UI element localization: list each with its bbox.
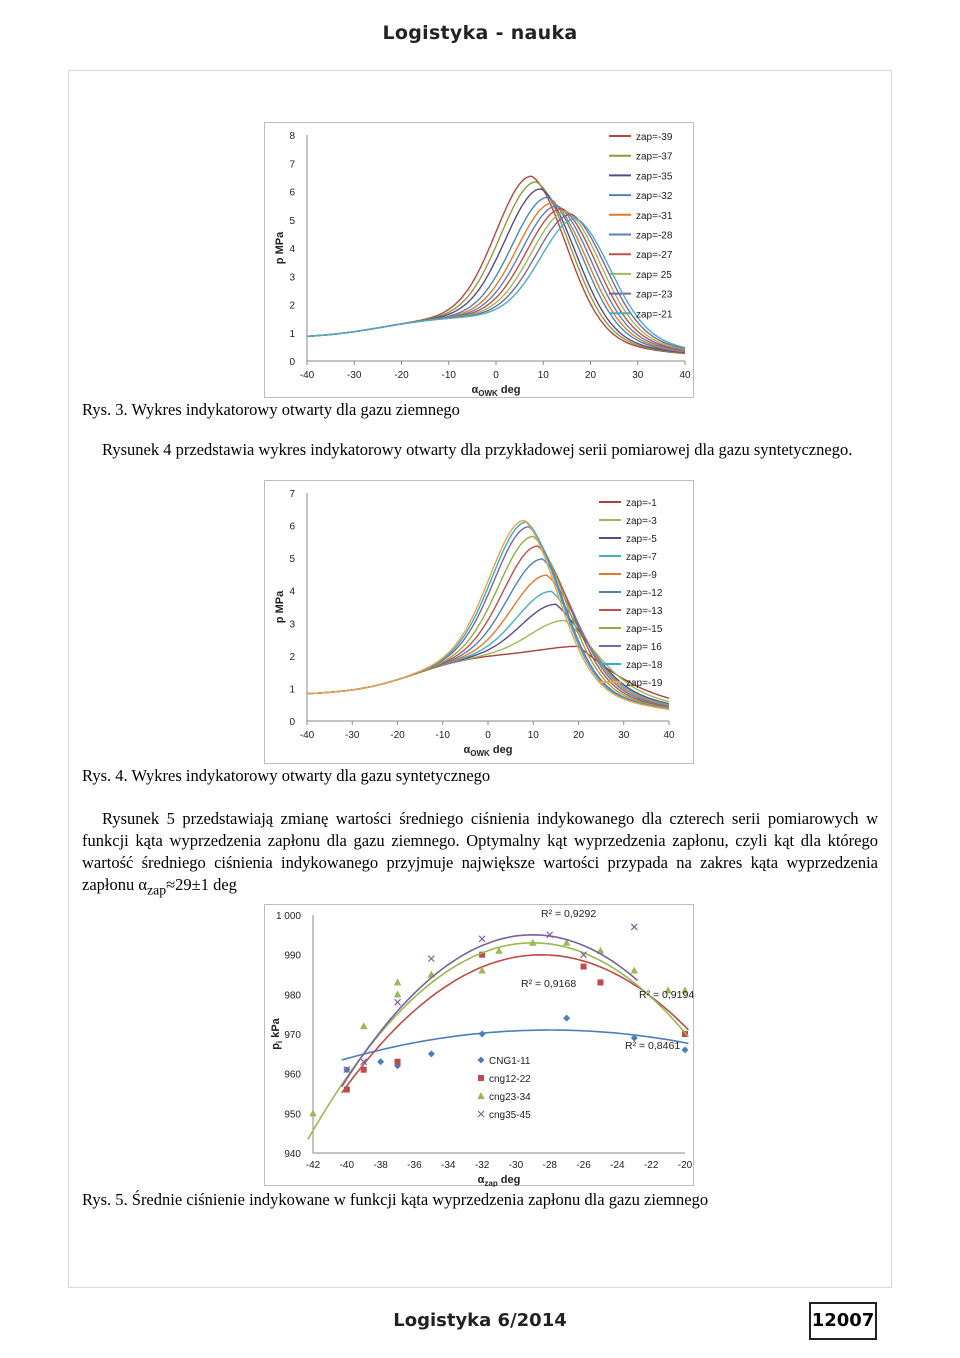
legend-label: cng12-22 <box>489 1074 531 1085</box>
data-point <box>682 1046 689 1053</box>
y-tick-label: 4 <box>289 586 295 598</box>
legend-label: zap=-37 <box>636 151 673 163</box>
x-tick-label: -30 <box>508 1160 524 1171</box>
legend-label: zap=-27 <box>636 250 673 262</box>
legend-label: zap=-15 <box>626 624 663 635</box>
y-tick-label: 3 <box>289 619 295 631</box>
legend-label: zap=-3 <box>626 516 657 527</box>
paragraph-2-text <box>82 808 878 901</box>
y-axis-label: $p_i$ kPa <box>270 1018 284 1050</box>
y-tick-label: 950 <box>284 1109 301 1121</box>
legend-label: zap=-1 <box>626 498 657 509</box>
x-tick-label: -20 <box>390 730 405 741</box>
data-point <box>428 956 434 962</box>
data-point <box>394 990 401 997</box>
x-tick-label: 40 <box>679 370 691 381</box>
series-line <box>307 218 685 347</box>
x-tick-label: -42 <box>305 1160 321 1171</box>
y-tick-label: 4 <box>289 244 295 255</box>
legend-label: zap=-32 <box>636 191 673 203</box>
x-tick-label: -40 <box>339 1160 355 1171</box>
legend-label: CNG1-11 <box>489 1056 531 1067</box>
y-tick-label: 7 <box>289 159 295 171</box>
data-point <box>597 979 603 985</box>
paragraph-2 <box>82 808 878 901</box>
x-tick-label: -32 <box>474 1160 490 1171</box>
x-tick-label: 0 <box>485 730 491 741</box>
series-line <box>307 209 685 351</box>
y-tick-label: 960 <box>284 1069 301 1081</box>
legend-label: zap=-13 <box>626 606 663 617</box>
x-tick-label: -24 <box>610 1160 625 1171</box>
y-tick-label: 6 <box>289 521 295 533</box>
r-squared-label: R² = 0,8461 <box>625 1040 681 1052</box>
x-tick-label: 40 <box>663 730 675 741</box>
legend-label: zap=-7 <box>626 552 657 563</box>
legend-marker <box>478 1057 485 1064</box>
page-number: 12007 <box>809 1302 877 1340</box>
r-squared-label: R² = 0,9292 <box>541 908 597 920</box>
y-tick-label: 990 <box>284 950 301 962</box>
y-tick-label: 7 <box>289 489 295 500</box>
legend-label: zap=-5 <box>626 534 657 545</box>
x-tick-label: -20 <box>677 1160 693 1171</box>
y-tick-label: 1 000 <box>275 911 301 922</box>
x-tick-label: -30 <box>347 370 362 381</box>
legend-label: cng23-34 <box>489 1092 531 1103</box>
x-tick-label: -30 <box>345 730 360 741</box>
y-tick-label: 0 <box>289 717 295 728</box>
x-tick-label: -38 <box>373 1160 388 1171</box>
y-tick-label: 8 <box>289 131 295 142</box>
y-tick-label: 0 <box>289 357 295 368</box>
running-header: Logistyka - nauka <box>382 22 578 44</box>
data-point <box>395 1059 401 1065</box>
x-axis-label: $\alpha_{OWK}$ deg <box>463 744 513 758</box>
x-tick-label: -20 <box>394 370 409 381</box>
legend-marker <box>478 1075 484 1081</box>
indicator-chart-natural-gas <box>265 123 695 399</box>
series-line <box>307 206 685 351</box>
data-point <box>631 924 637 930</box>
x-tick-label: -40 <box>299 370 315 381</box>
data-point <box>428 1050 435 1057</box>
data-point <box>344 1087 350 1093</box>
x-tick-label: -40 <box>299 730 315 741</box>
y-axis-label: p MPa <box>274 590 286 624</box>
data-point <box>395 999 401 1005</box>
legend-label: zap= 16 <box>626 642 662 653</box>
data-point <box>479 936 485 942</box>
x-tick-label: -28 <box>542 1160 557 1171</box>
data-point <box>479 1031 486 1038</box>
paragraph-2-tail: ≈29±1 deg <box>166 875 237 894</box>
legend-label: zap=-31 <box>636 210 673 222</box>
data-point <box>563 1015 570 1022</box>
x-axis-label: $\alpha_{OWK}$ deg <box>471 384 521 398</box>
legend-label: zap=-28 <box>636 230 673 242</box>
legend-label: zap=-21 <box>636 309 673 321</box>
indicator-chart-syngas <box>265 481 695 765</box>
paragraph-2-body: Rysunek 5 przedstawiają zmianę wartości średniego ciśnienia indykowanego dla czterech serii pomiarowych w funkcji kąta wyprzedzenia zapłonu dla gazu ziemnego. Optymalny kąt wyprzedzenia zapłonu, czyli kąt dla którego wartość średniego ciśnienia indykowanego przyjmuje największe wartości przypada na zakres kąta wyprzedzenia zapłonu α <box>82 809 878 894</box>
data-point <box>394 978 401 985</box>
x-tick-label: -36 <box>407 1160 422 1171</box>
y-tick-label: 2 <box>289 300 295 312</box>
legend-label: zap=-35 <box>636 171 673 183</box>
data-point <box>361 1067 367 1073</box>
x-tick-label: -10 <box>441 370 456 381</box>
x-tick-label: 20 <box>584 370 597 381</box>
figure-5-chart <box>264 904 694 1186</box>
figure-3-chart <box>264 122 694 398</box>
legend-label: zap=-9 <box>626 570 657 581</box>
paragraph-1-text: Rysunek 4 przedstawia wykres indykatorowy otwarty dla przykładowej serii pomiarowej dla gazu syntetycznego. <box>102 440 853 459</box>
y-tick-label: 6 <box>289 187 295 199</box>
y-tick-label: 1 <box>289 328 295 340</box>
legend-marker <box>477 1092 484 1099</box>
legend-label: zap=-18 <box>626 660 663 671</box>
x-axis-label: $\alpha_{zap}$ deg <box>477 1174 521 1187</box>
r-squared-label: R² = 0,9168 <box>521 978 577 990</box>
x-tick-label: 20 <box>572 730 585 741</box>
figure-4-chart <box>264 480 694 764</box>
x-tick-label: 30 <box>632 370 644 381</box>
y-tick-label: 5 <box>289 554 295 566</box>
data-point <box>581 964 587 970</box>
x-tick-label: -34 <box>441 1160 456 1171</box>
series-line <box>307 189 685 353</box>
x-tick-label: -26 <box>576 1160 591 1171</box>
r-squared-label: R² = 0,9194 <box>639 989 695 1001</box>
trendline <box>342 955 689 1093</box>
legend-label: zap=-23 <box>636 289 673 301</box>
data-point <box>377 1058 384 1065</box>
data-point <box>360 1022 367 1029</box>
data-point <box>631 967 638 974</box>
legend-label: zap= 25 <box>636 269 672 281</box>
y-tick-label: 2 <box>289 651 295 663</box>
paragraph-1 <box>82 439 878 461</box>
x-tick-label: 10 <box>537 370 549 381</box>
legend-label: zap=-39 <box>636 132 673 143</box>
figure-5-caption: Rys. 5. Średnie ciśnienie indykowane w funkcji kąta wyprzedzenia zapłonu dla gazu ziemnego <box>82 1190 709 1209</box>
legend-label: cng35-45 <box>489 1110 531 1121</box>
x-tick-label: 10 <box>527 730 539 741</box>
x-tick-label: 30 <box>618 730 630 741</box>
figure-4-caption: Rys. 4. Wykres indykatorowy otwarty dla gazu syntetycznego <box>82 766 491 785</box>
y-axis-label: p MPa <box>274 231 286 265</box>
data-point <box>547 932 553 938</box>
y-tick-label: 5 <box>289 215 295 227</box>
x-tick-label: -22 <box>643 1160 659 1171</box>
journal-footer: Logistyka 6/2014 <box>393 1310 567 1331</box>
paragraph-2-subscript: zap <box>147 882 167 898</box>
legend-marker <box>478 1111 484 1117</box>
figure-3-caption: Rys. 3. Wykres indykatorowy otwarty dla gazu ziemnego <box>82 400 460 419</box>
legend-label: zap=-12 <box>626 588 663 599</box>
y-tick-label: 970 <box>284 1030 301 1041</box>
x-tick-label: -10 <box>435 730 450 741</box>
x-tick-label: 0 <box>493 370 499 381</box>
y-tick-label: 3 <box>289 272 295 284</box>
y-tick-label: 980 <box>284 990 301 1002</box>
y-tick-label: 1 <box>289 684 295 696</box>
mean-pressure-scatter-chart <box>265 905 695 1187</box>
data-point <box>309 1109 316 1116</box>
y-tick-label: 940 <box>284 1149 301 1160</box>
legend-label: zap=-19 <box>626 678 663 689</box>
